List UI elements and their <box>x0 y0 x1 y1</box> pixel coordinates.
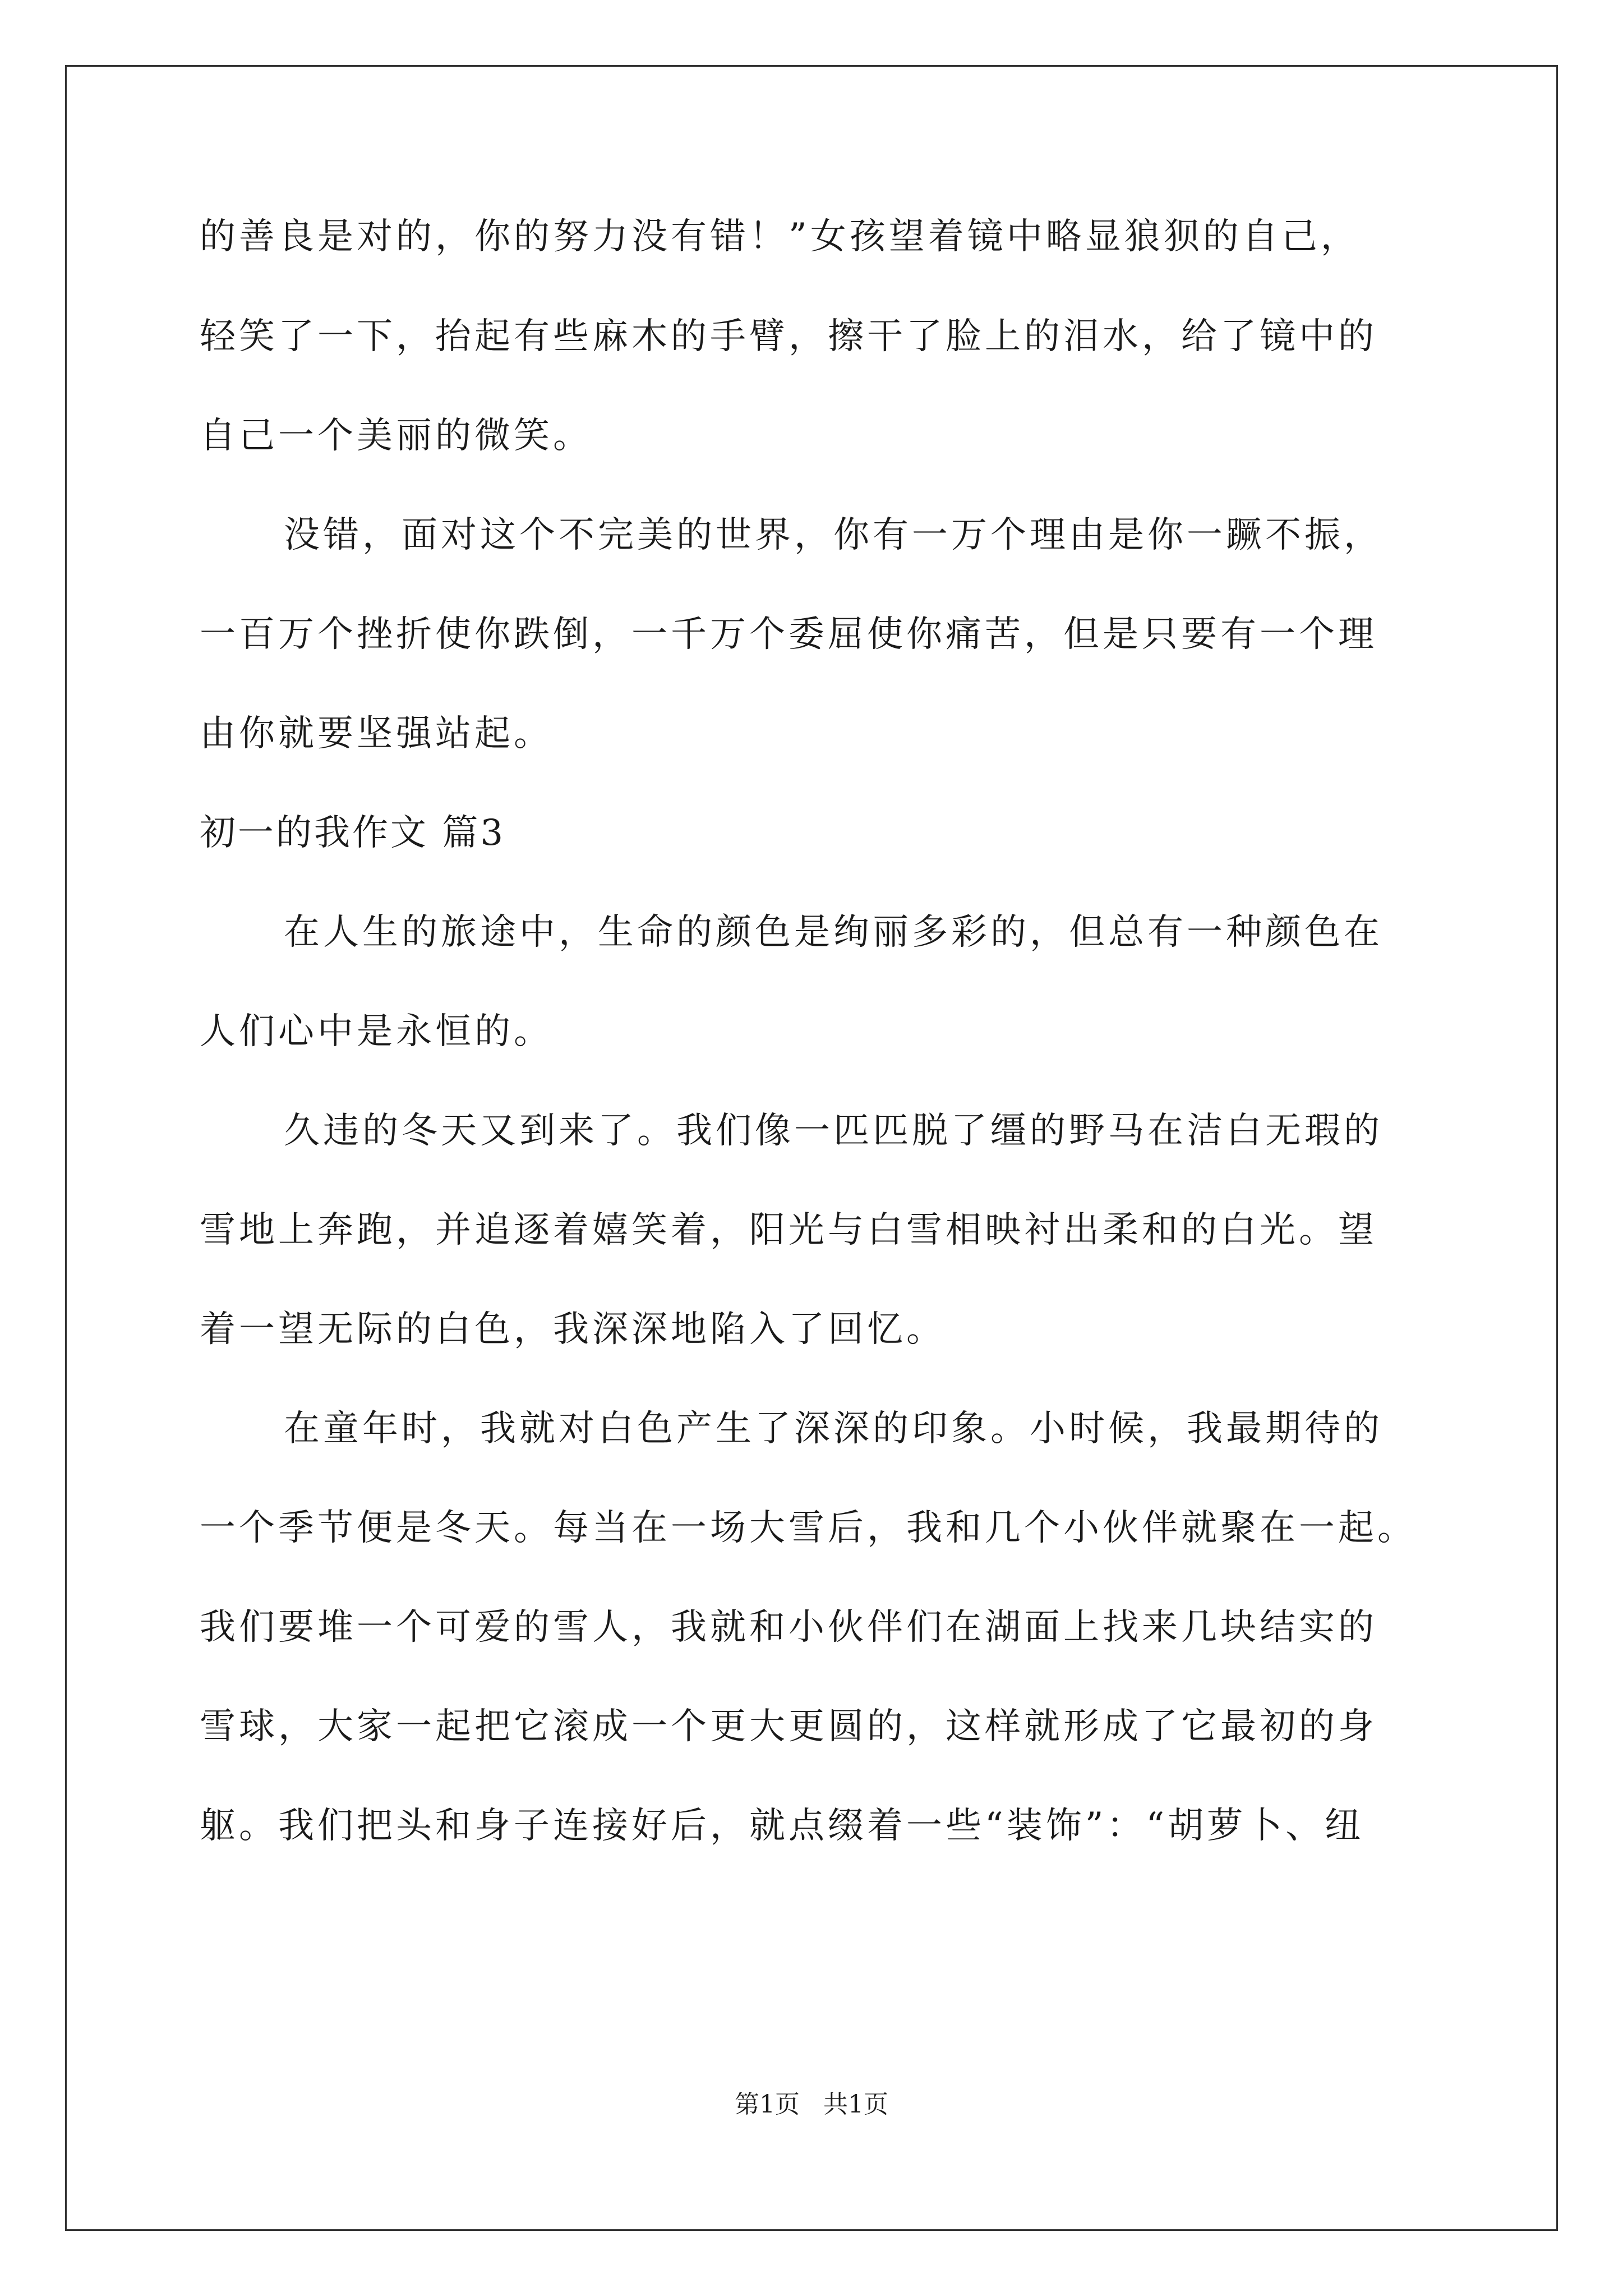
paragraph-first-line: 在人生的旅途中，生命的颜色是绚丽多彩的，但总有一种颜色在 <box>284 912 1383 953</box>
text-line: 着一望无际的白色，我深深地陷入了回忆。 <box>200 1309 946 1350</box>
page-footer <box>0 2089 1623 2120</box>
text-line: 由你就要坚强站起。 <box>200 713 553 754</box>
page-total: 共1页 <box>823 2090 888 2119</box>
text-line: 人们心中是永恒的。 <box>200 1011 553 1052</box>
paragraph-first-line: 久违的冬天又到来了。我们像一匹匹脱了缰的野马在洁白无瑕的 <box>284 1110 1383 1152</box>
text-line: 雪球，大家一起把它滚成一个更大更圆的，这样就形成了它最初的身 <box>200 1706 1377 1747</box>
text-line: 自己一个美丽的微笑。 <box>200 415 592 457</box>
text-line: 一百万个挫折使你跌倒，一千万个委屈使你痛苦，但是只要有一个理 <box>200 614 1377 655</box>
text-line: 雪地上奔跑，并追逐着嬉笑着，阳光与白雪相映衬出柔和的白光。望 <box>200 1209 1377 1251</box>
paragraph-first-line: 没错，面对这个不完美的世界，你有一万个理由是你一蹶不振， <box>284 514 1383 556</box>
paragraph-first-line: 在童年时，我就对白色产生了深深的印象。小时候，我最期待的 <box>284 1408 1383 1450</box>
section-heading: 初一的我作文 篇3 <box>200 812 506 854</box>
text-line: 轻笑了一下，抬起有些麻木的手臂，擦干了脸上的泪水，给了镜中的 <box>200 316 1377 357</box>
text-line: 一个季节便是冬天。每当在一场大雪后，我和几个小伙伴就聚在一起。 <box>200 1507 1417 1549</box>
text-line: 躯。我们把头和身子连接好后，就点缀着一些“装饰”：“胡萝卜、纽 <box>200 1805 1364 1847</box>
page-number: 第1页 <box>735 2090 800 2119</box>
text-line: 的善良是对的，你的努力没有错！”女孩望着镜中略显狼狈的自己， <box>200 216 1360 257</box>
text-line: 我们要堆一个可爱的雪人，我就和小伙伴们在湖面上找来几块结实的 <box>200 1607 1377 1648</box>
